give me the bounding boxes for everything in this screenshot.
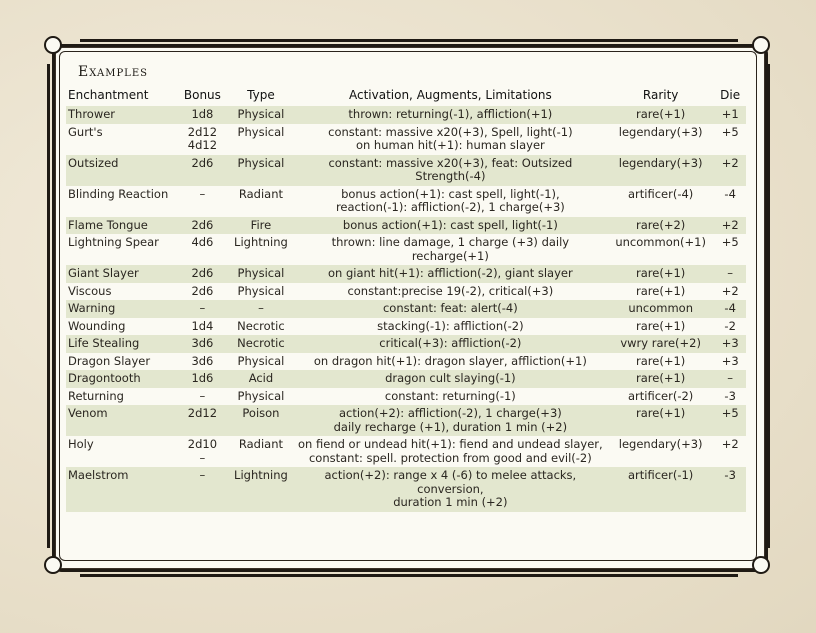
cell-enchantment: Returning — [68, 388, 124, 403]
cell-bonus-line: 2d6 — [191, 155, 214, 170]
cell-die: +2 — [714, 217, 746, 235]
cell-bonus — [177, 318, 228, 336]
examples-section — [66, 60, 748, 512]
table-row — [66, 124, 746, 155]
table-row — [66, 370, 746, 388]
cell-type: Physical — [237, 124, 285, 139]
cell-bonus-line: 2d6 — [191, 283, 214, 298]
cell-bonus-line: 2d12 — [187, 406, 218, 420]
cell-rarity: legendary(+3) — [618, 437, 703, 451]
header-activation: Activation, Augments, Limitations — [348, 88, 552, 102]
cell-type: Physical — [228, 155, 294, 186]
cell-type: Fire — [228, 217, 294, 235]
cell-activation-line: dragon cult slaying(-1) — [385, 371, 516, 385]
cell-die: +2 — [721, 283, 739, 298]
cell-activation — [294, 283, 607, 301]
cell-type: Acid — [228, 370, 294, 388]
table-row — [66, 265, 746, 283]
cell-rarity: rare(+1) — [636, 283, 686, 298]
cell-type: Physical — [228, 106, 294, 124]
cell-bonus-line: – — [199, 450, 206, 465]
cell-bonus-line: – — [199, 301, 206, 315]
cell-die: – — [714, 265, 746, 283]
cell-activation — [294, 388, 607, 406]
cell-rarity: legendary(+3) — [607, 155, 714, 186]
cell-activation — [294, 353, 607, 371]
table-row — [66, 467, 746, 512]
cell-rarity: rare(+1) — [607, 370, 714, 388]
cell-activation-line: constant: massive x20(+3), Spell, light(-1) — [328, 124, 573, 139]
table-row — [66, 405, 746, 436]
header-type: Type — [247, 88, 275, 102]
cell-activation-line: constant:precise 19(-2), critical(+3) — [347, 283, 554, 298]
table-row — [66, 106, 746, 124]
cell-type: Physical — [237, 388, 285, 403]
cell-rarity: vwry rare(+2) — [607, 335, 714, 353]
cell-activation-line: critical(+3): affliction(-2) — [379, 336, 522, 350]
header-die: Die — [720, 88, 741, 102]
cell-bonus — [177, 217, 228, 235]
cell-enchantment: Blinding Reaction — [68, 186, 169, 201]
cell-bonus-line: 2d10 — [187, 437, 218, 451]
cell-bonus — [177, 300, 228, 318]
cell-die: -3 — [724, 388, 736, 403]
cell-activation-line: thrown: returning(-1), affliction(+1) — [348, 107, 553, 121]
cell-bonus — [177, 186, 228, 217]
cell-die: -4 — [724, 186, 736, 201]
table-row — [66, 234, 746, 265]
cell-die: +5 — [721, 124, 739, 139]
cell-rarity: artificer(-1) — [607, 467, 714, 512]
table-row — [66, 335, 746, 353]
header-rarity: Rarity — [642, 88, 679, 102]
cell-activation-line: on giant hit(+1): affliction(-2), giant slayer — [327, 266, 573, 280]
cell-rarity: rare(+1) — [636, 353, 686, 368]
table-row — [66, 186, 746, 217]
cell-activation-line: on human hit(+1): human slayer — [355, 138, 545, 152]
cell-enchantment: Wounding — [68, 318, 126, 333]
cell-bonus — [177, 467, 228, 512]
cell-type: Poison — [228, 405, 294, 436]
cell-enchantment: Lightning Spear — [68, 235, 159, 249]
cell-type: Physical — [237, 353, 285, 368]
cell-activation — [294, 155, 607, 186]
cell-activation-line: action(+2): range x 4 (-6) to melee attacks, conversion, — [324, 468, 577, 496]
cell-enchantment: Thrower — [66, 106, 177, 124]
section-title: Examples — [78, 64, 148, 80]
corner-ornament-bottom-right — [752, 556, 770, 574]
cell-enchantment: Viscous — [68, 283, 112, 298]
table-row — [66, 300, 746, 318]
cell-die: -4 — [714, 300, 746, 318]
frame-left-rule — [47, 64, 50, 548]
cell-rarity: uncommon — [607, 300, 714, 318]
cell-activation-line: daily recharge (+1), duration 1 min (+2) — [333, 419, 568, 434]
enchantment-table — [66, 86, 746, 512]
table-row — [66, 318, 746, 336]
cell-activation-line: on dragon hit(+1): dragon slayer, affliction(+1) — [313, 353, 587, 368]
header-bonus: Bonus — [183, 88, 221, 102]
cell-activation-line: bonus action(+1): cast spell, light(-1), — [341, 186, 560, 201]
table-row — [66, 388, 746, 406]
table-body — [66, 106, 746, 512]
frame-bottom-rule — [80, 574, 738, 577]
cell-type: Radiant — [238, 437, 283, 451]
cell-bonus-line: 1d6 — [191, 371, 214, 385]
cell-rarity: legendary(+3) — [618, 124, 703, 139]
cell-bonus-line: 4d12 — [187, 138, 218, 152]
cell-rarity: rare(+1) — [636, 318, 686, 333]
cell-bonus-line: 1d4 — [191, 318, 214, 333]
cell-type: – — [228, 300, 294, 318]
cell-activation — [294, 467, 607, 512]
cell-type: Lightning — [228, 467, 294, 512]
cell-bonus — [177, 436, 228, 467]
cell-type: Necrotic — [228, 335, 294, 353]
cell-bonus-line: 3d6 — [191, 353, 214, 368]
cell-activation-line: stacking(-1): affliction(-2) — [377, 318, 524, 333]
cell-die: +1 — [714, 106, 746, 124]
cell-activation-line: action(+2): affliction(-2), 1 charge(+3) — [338, 406, 562, 420]
cell-bonus — [177, 335, 228, 353]
cell-enchantment: Flame Tongue — [66, 217, 177, 235]
cell-die: -3 — [714, 467, 746, 512]
cell-enchantment: Gurt's — [68, 124, 103, 139]
table-row — [66, 217, 746, 235]
cell-rarity: uncommon(+1) — [615, 235, 706, 249]
corner-ornament-bottom-left — [44, 556, 62, 574]
header-enchantment: Enchantment — [68, 88, 149, 102]
cell-die: – — [714, 370, 746, 388]
cell-rarity: artificer(-2) — [628, 388, 694, 403]
cell-activation-line: constant: massive x20(+3), feat: Outsized Strength(-4) — [328, 155, 573, 183]
cell-activation — [294, 318, 607, 336]
cell-die: +5 — [721, 235, 739, 249]
cell-die: +3 — [714, 335, 746, 353]
cell-enchantment: Giant Slayer — [66, 265, 177, 283]
cell-activation — [294, 106, 607, 124]
cell-activation-line: duration 1 min (+2) — [393, 495, 508, 509]
cell-rarity: rare(+1) — [607, 265, 714, 283]
cell-enchantment: Maelstrom — [66, 467, 177, 512]
cell-bonus — [177, 405, 228, 436]
cell-type: Lightning — [234, 235, 288, 249]
cell-bonus-line: 2d12 — [187, 124, 218, 139]
cell-bonus-line: – — [199, 468, 206, 482]
table-row — [66, 436, 746, 467]
cell-bonus-line: 2d6 — [191, 266, 214, 280]
cell-activation — [294, 124, 607, 155]
cell-die: +5 — [714, 405, 746, 436]
cell-activation — [294, 335, 607, 353]
cell-bonus-line: 4d6 — [191, 235, 214, 249]
cell-bonus — [177, 283, 228, 301]
cell-die: -2 — [724, 318, 736, 333]
cell-type: Necrotic — [237, 318, 285, 333]
cell-enchantment: Warning — [66, 300, 177, 318]
cell-activation — [294, 265, 607, 283]
cell-activation — [294, 436, 607, 467]
cell-bonus-line: – — [199, 186, 206, 201]
table-row — [66, 155, 746, 186]
cell-enchantment: Dragontooth — [66, 370, 177, 388]
cell-type: Radiant — [238, 186, 283, 201]
table-row — [66, 353, 746, 371]
cell-activation-line: constant: spell. protection from good and evil(-2) — [308, 450, 592, 465]
cell-activation — [294, 186, 607, 217]
cell-activation — [294, 300, 607, 318]
cell-activation-line: constant: feat: alert(-4) — [382, 301, 518, 315]
cell-activation — [294, 234, 607, 265]
corner-ornament-top-left — [44, 36, 62, 54]
cell-bonus-line: – — [199, 388, 206, 403]
cell-activation-line: reaction(-1): affliction(-2), 1 charge(+3) — [335, 200, 565, 214]
cell-enchantment: Life Stealing — [66, 335, 177, 353]
cell-bonus — [177, 388, 228, 406]
cell-bonus — [177, 234, 228, 265]
cell-enchantment: Outsized — [66, 155, 177, 186]
frame-right-rule — [767, 64, 770, 548]
cell-enchantment: Dragon Slayer — [68, 353, 151, 368]
cell-bonus-line: 1d8 — [191, 107, 214, 121]
table-row — [66, 283, 746, 301]
cell-rarity: rare(+2) — [607, 217, 714, 235]
cell-die: +3 — [721, 353, 739, 368]
cell-activation-line: constant: returning(-1) — [384, 388, 516, 403]
cell-die: +2 — [721, 437, 739, 451]
cell-rarity: rare(+1) — [607, 106, 714, 124]
corner-ornament-top-right — [752, 36, 770, 54]
cell-rarity: rare(+1) — [607, 405, 714, 436]
cell-bonus — [177, 353, 228, 371]
cell-bonus — [177, 106, 228, 124]
cell-activation — [294, 405, 607, 436]
cell-type: Physical — [228, 265, 294, 283]
cell-activation-line: bonus action(+1): cast spell, light(-1) — [342, 217, 558, 232]
cell-bonus-line: 2d6 — [191, 217, 214, 232]
cell-rarity: artificer(-4) — [628, 186, 694, 201]
cell-activation-line: on fiend or undead hit(+1): fiend and undead slayer, — [298, 437, 603, 451]
cell-activation-line: thrown: line damage, 1 charge (+3) daily recharge(+1) — [331, 235, 570, 263]
cell-bonus — [177, 124, 228, 155]
cell-enchantment: Venom — [66, 405, 177, 436]
cell-type: Physical — [237, 283, 285, 298]
cell-bonus — [177, 155, 228, 186]
cell-activation — [294, 217, 607, 235]
frame-top-rule — [80, 39, 738, 42]
cell-enchantment: Holy — [68, 437, 94, 451]
cell-bonus — [177, 370, 228, 388]
cell-bonus — [177, 265, 228, 283]
table-header-row — [66, 86, 746, 106]
cell-activation — [294, 370, 607, 388]
cell-die: +2 — [714, 155, 746, 186]
cell-bonus-line: 3d6 — [191, 336, 214, 350]
